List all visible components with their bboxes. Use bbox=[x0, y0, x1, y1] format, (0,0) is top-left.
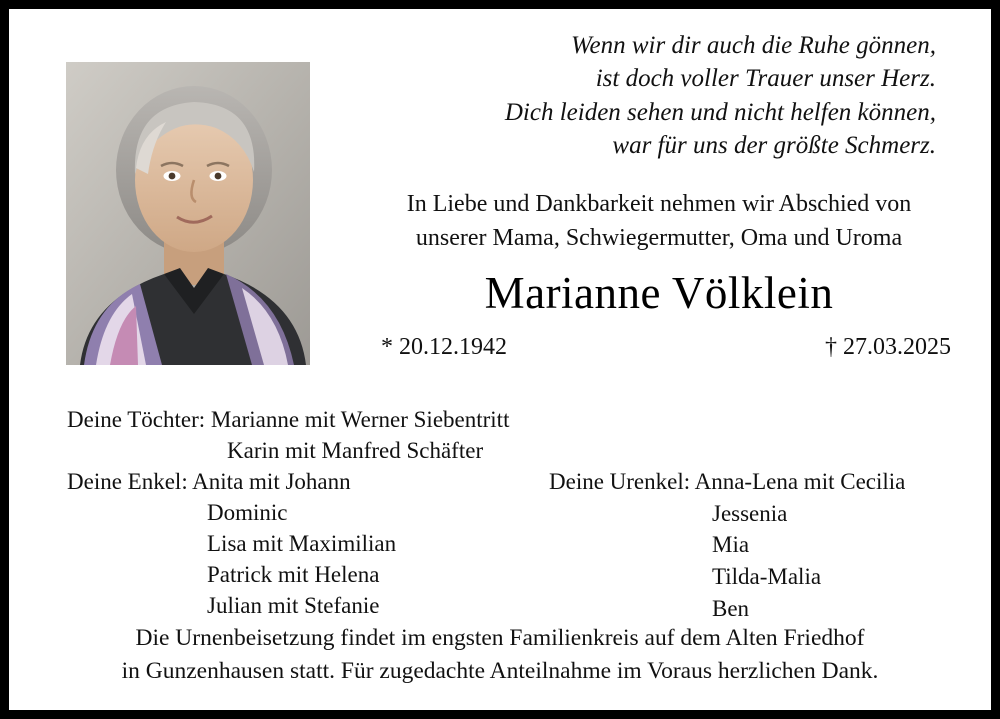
portrait-photo bbox=[66, 62, 310, 365]
daughters-second-line: Karin mit Manfred Schäfter bbox=[227, 438, 484, 464]
intro-line-2: unserer Mama, Schwiegermutter, Oma und Uroma bbox=[415, 225, 903, 252]
birth-date: * 20.12.1942 bbox=[381, 334, 507, 360]
deceased-name: Marianne Völklein bbox=[484, 268, 834, 318]
poem-line-2: ist doch voller Trauer unser Herz. bbox=[595, 65, 936, 93]
portrait-illustration bbox=[66, 62, 310, 365]
greatgrandchildren-line: Deine Urenkel: Anna-Lena mit Cecilia bbox=[549, 469, 906, 494]
death-date: † 27.03.2025 bbox=[825, 334, 951, 360]
grandchild-item: Patrick mit Helena bbox=[207, 562, 380, 588]
grandchild-item: Julian mit Stefanie bbox=[207, 593, 380, 619]
notice-body bbox=[9, 9, 991, 710]
greatgrandchild-item: Tilda-Malia bbox=[712, 564, 822, 590]
intro-text bbox=[339, 187, 979, 255]
family-right-column bbox=[549, 466, 979, 625]
grandchild-item: Dominic bbox=[207, 500, 288, 526]
footer-line-2: in Gunzenhausen statt. Für zugedachte Anteilnahme im Voraus herzlichen Dank. bbox=[121, 658, 879, 685]
life-dates bbox=[381, 334, 951, 361]
greatgrandchild-item: Mia bbox=[712, 532, 750, 558]
grandchild-item: Lisa mit Maximilian bbox=[207, 531, 397, 557]
greatgrandchild-item: Ben bbox=[712, 595, 750, 621]
memorial-poem bbox=[376, 29, 936, 162]
greatgrandchild-item: Jessenia bbox=[712, 500, 788, 526]
poem-line-1: Wenn wir dir auch die Ruhe gönnen, bbox=[570, 32, 936, 59]
family-left-column bbox=[67, 404, 537, 621]
grandchildren-line: Deine Enkel: Anita mit Johann bbox=[67, 469, 351, 495]
daughters-line: Deine Töchter: Marianne mit Werner Siebentritt bbox=[67, 407, 510, 432]
footer-line-1: Die Urnenbeisetzung findet im engsten Familienkreis auf dem Alten Friedhof bbox=[135, 625, 865, 652]
funeral-notice bbox=[9, 622, 991, 688]
intro-line-1: In Liebe und Dankbarkeit nehmen wir Abschied von bbox=[406, 191, 912, 217]
poem-line-3: Dich leiden sehen und nicht helfen können, bbox=[504, 98, 936, 126]
poem-line-4: war für uns der größte Schmerz. bbox=[612, 131, 936, 159]
